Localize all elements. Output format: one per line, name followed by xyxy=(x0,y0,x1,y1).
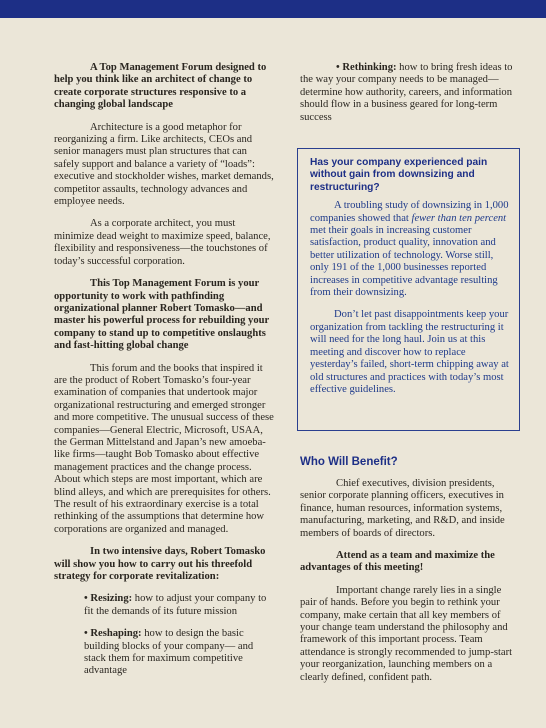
callout-paragraph-study: A troubling study of downsizing in 1,000 companies showed that fewer than ten percent met their goals in increasing customer satisfaction, product quality, innovation and better utilization of technology. Worse still, only 191 of the 1,000 businesses reported increases in competitive advantage resulting from their downsizing. xyxy=(310,200,509,299)
bullet-rethinking: • Rethinking: how to bring fresh ideas to the way your company needs to be managed—determine how authority, careers, and information should flow in a business geared for long-term success xyxy=(300,62,513,123)
paragraph-audience: Chief executives, division presidents, senior corporate planning officers, executives in finance, human resources, information systems, manufacturing, marketing, and R&D, and inside members of boards of directors. xyxy=(300,478,505,539)
left-column xyxy=(54,62,274,688)
bullet-resizing: • Resizing: how to adjust your company to fit the demands of its future mission xyxy=(84,593,267,617)
bullet-reshaping: • Reshaping: how to design the basic building blocks of your company— and stack them for maximum competitive advantage xyxy=(84,628,254,677)
right-column-bottom xyxy=(300,478,520,694)
paragraph-important-change: Important change rarely lies in a single pair of hands. Before you begin to rethink your company, make certain that all key members of your change team understand the philosophy and framework of this important process. Team attendance is strongly recommended to jump-start your reorganization, launching members on a clearly defined, confident path. xyxy=(300,584,513,683)
paragraph-architecture: Architecture is a good metaphor for reorganizing a firm. Like architects, CEOs and senior managers must plan structures that can safely support and balance a variety of “loads”: executive and stockholder wishes, market demands, competitor assaults, technology advances and employee needs. xyxy=(54,121,274,208)
top-color-band xyxy=(0,0,546,18)
paragraph-corporate-architect: As a corporate architect, you must minimize dead weight to maximize speed, balance, flexibility and responsiveness—the touchstones of today’s successful corporation. xyxy=(54,218,271,267)
paragraph-forum-opportunity: This Top Management Forum is your opportunity to work with pathfinding organizational planner Robert Tomasko—and master his powerful process for rebuilding your company to stand up to competitive onslaughts and fast-hitting global change xyxy=(54,278,270,352)
who-will-benefit-heading: Who Will Benefit? xyxy=(300,456,398,468)
downsizing-callout-box xyxy=(297,148,520,431)
paragraph-attend-team: Attend as a team and maximize the advantages of this meeting! xyxy=(300,550,495,574)
callout-heading: Has your company experienced pain without gain from downsizing and restructuring? xyxy=(310,157,488,193)
right-column-top xyxy=(300,62,518,134)
paragraph-two-days: In two intensive days, Robert Tomasko will show you how to carry out his threefold strategy for corporate revitalization: xyxy=(54,546,266,583)
paragraph-forum-origin: This forum and the books that inspired it are the product of Robert Tomasko’s four-year examination of companies that undertook major organizational restructuring and emerged stronger and more competitive. The unusual success of these companies—General Electric, Microsoft, USAA, the German Mittelstand and Japan’s new amoeba-like firms—taught Bob Tomasko about effective management practices and the change process. About which steps are most important, which are blind alleys, and which are prerequisites for others. The result of his extraordinary exercise is a total rethinking of the assumptions that determine how corporations are organized and managed. xyxy=(54,362,274,535)
callout-paragraph-join: Don’t let past disappointments keep your organization from tackling the restructuring it will need for the long haul. Join us at this meeting and discover how to replace yesterday’s failed, short-term chipping away at old structures and practices with today’s most effective guidelines. xyxy=(310,309,509,395)
lead-heading: A Top Management Forum designed to help you think like an architect of change to create corporate structures responsive to a changing global landscape xyxy=(54,62,267,111)
